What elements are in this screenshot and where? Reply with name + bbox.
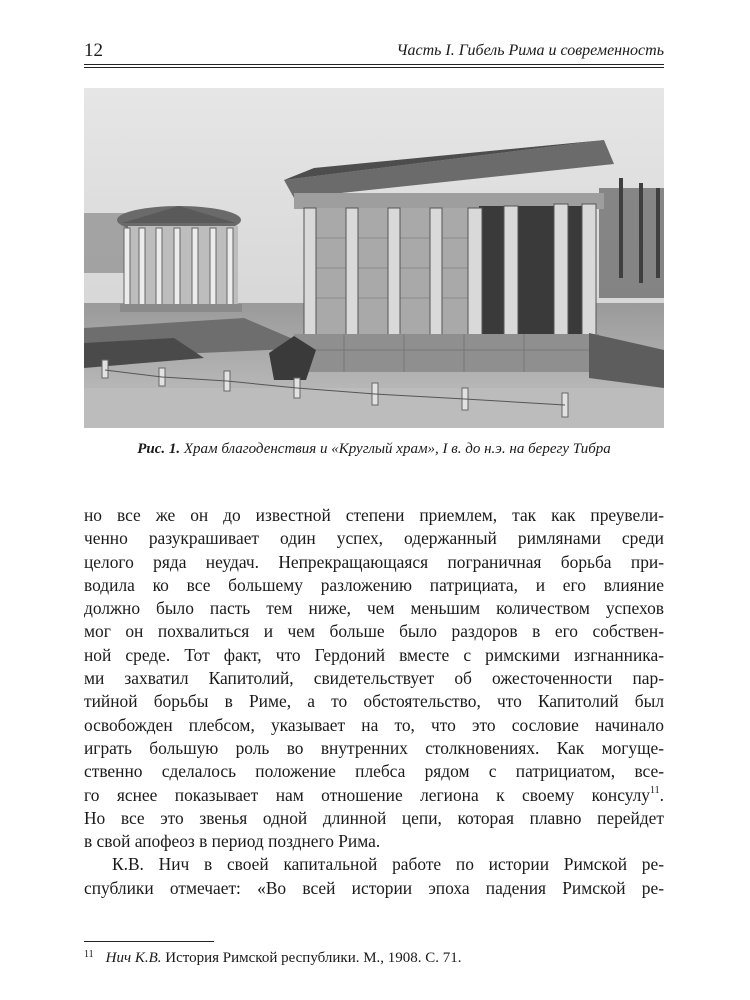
body-text bbox=[84, 504, 664, 900]
text-line: спублики отмечает: «Во всей истории эпоха падения Римской ре- bbox=[84, 877, 664, 898]
text-line: в свой апофеоз в период позднего Рима. bbox=[84, 831, 381, 852]
temple-photo bbox=[84, 88, 664, 428]
footnote-reference[interactable]: 11 bbox=[650, 784, 660, 796]
text-line: целого ряда неудач. Непрекращающаяся пограничная борьба при- bbox=[84, 551, 664, 572]
header-rule bbox=[84, 64, 664, 65]
text-line: ми захватил Капитолий, свидетельствует об ожесточенности пар- bbox=[84, 668, 664, 689]
text-line: ственно сделалось положение плебса рядом с патрициатом, все- bbox=[84, 761, 664, 782]
running-title: Часть I. Гибель Рима и современность bbox=[396, 42, 664, 59]
footnote-author: Нич К.В. bbox=[105, 950, 162, 966]
page-number: 12 bbox=[84, 40, 103, 61]
footnote-number: 11 bbox=[84, 949, 94, 960]
text-line: освобожден плебсом, указывает на то, что это сословие начинало bbox=[84, 714, 664, 735]
figure-caption bbox=[84, 441, 664, 458]
text-line-content: го яснее показывает нам отношение легиона к своему консулу bbox=[84, 784, 650, 805]
footnote-rule bbox=[84, 941, 214, 942]
text-line: должно было пасть тем ниже, чем меньшим количеством успехов bbox=[84, 598, 664, 619]
text-line: ченно разукрашивает один успех, одержанный римлянами среди bbox=[84, 528, 664, 549]
text-line: водила ко все большему разложению патрициата, и его влияние bbox=[84, 574, 664, 595]
text-line: Но все это звенья одной длинной цепи, которая плавно перейдет bbox=[84, 807, 664, 828]
text-line: К.В. Нич в своей капитальной работе по истории Римской ре- bbox=[112, 854, 664, 875]
caption-label: Рис. 1. bbox=[137, 441, 181, 457]
text-line: тийной борьбы в Риме, а то обстоятельство, что Капитолий был bbox=[84, 691, 664, 712]
text-line: ной среде. Тот факт, что Гердоний вместе с римскими изгнанника- bbox=[84, 644, 664, 665]
text-line: играть большую роль во внутренних столкновениях. Как могуще- bbox=[84, 737, 664, 758]
footnote bbox=[84, 949, 462, 967]
footnote-text: История Римской республики. М., 1908. С. 71. bbox=[161, 950, 462, 966]
header-rule-secondary bbox=[84, 67, 664, 68]
text-line: но все же он до известной степени приемлем, так как преувели- bbox=[84, 505, 664, 525]
page-header bbox=[84, 36, 664, 66]
caption-text: Храм благоденствия и «Круглый храм», I в. до н.э. на берегу Тибра bbox=[180, 441, 611, 457]
text-line-with-note: го яснее показывает нам отношение легиона к своему консулу$^{11}$. bbox=[84, 784, 664, 805]
text-line: мог он похвалиться и чем больше было раздоров в его собствен- bbox=[84, 621, 664, 642]
